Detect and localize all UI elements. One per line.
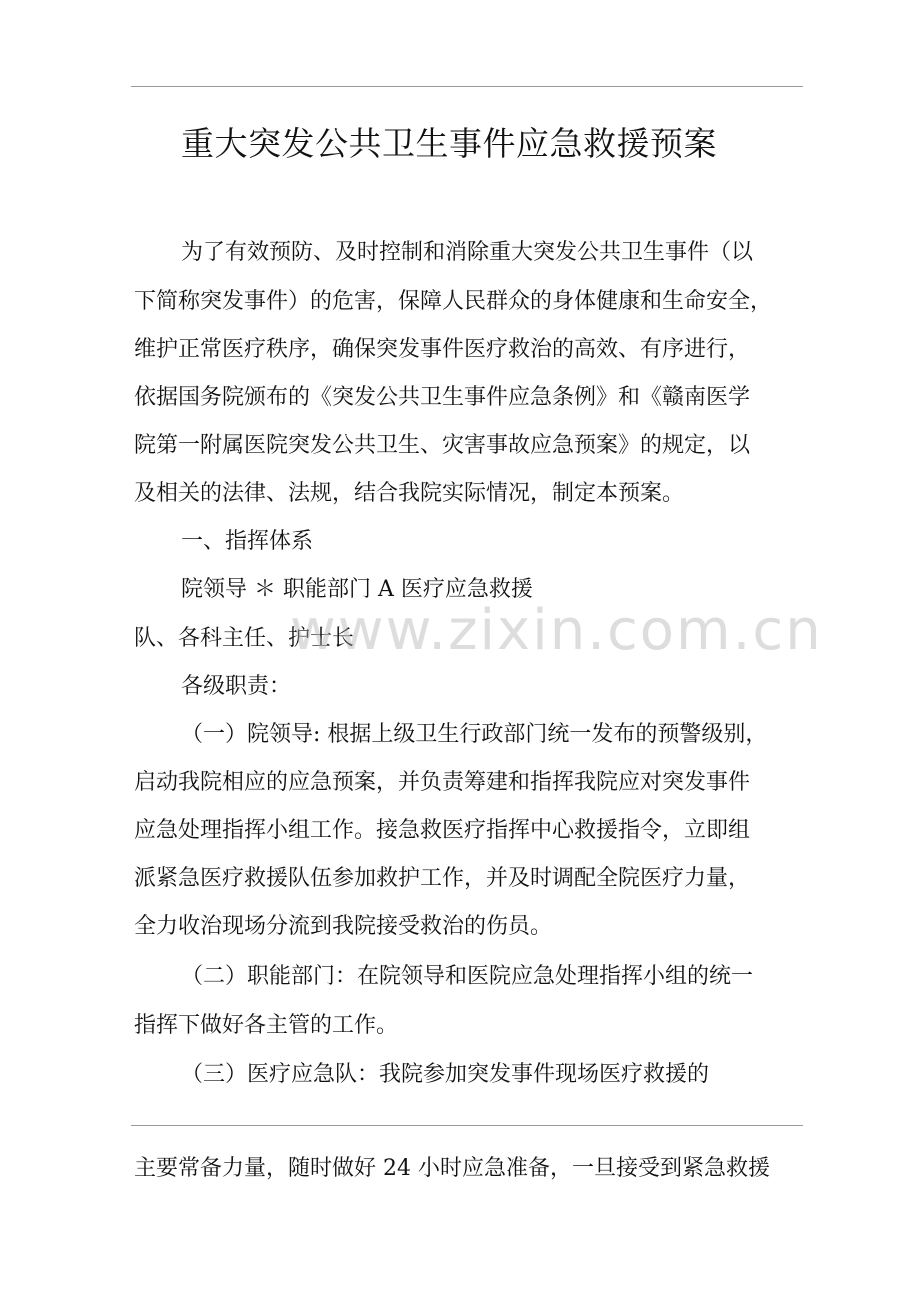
- command-chain-line: 队、各科主任、护士长: [134, 626, 355, 651]
- document-title: 重大突发公共卫生事件应急救援预案: [181, 124, 717, 163]
- page-top-divider: [131, 86, 803, 87]
- paragraph-line: 指挥下做好各主管的工作。: [134, 1013, 399, 1038]
- paragraph-line: 及相关的法律、法规，结合我院实际情况，制定本预案。: [134, 481, 685, 506]
- paragraph-line: 维护正常医疗秩序，确保突发事件医疗救治的高效、有序进行，: [134, 337, 751, 362]
- paragraph-line: （一）院领导: 根据上级卫生行政部门统一发布的预警级别，: [181, 722, 768, 747]
- command-chain-line: 院领导 ＊ 职能部门 A 医疗应急救援: [181, 577, 533, 602]
- duties-heading: 各级职责：: [181, 674, 292, 699]
- paragraph-line: 院第一附属医院突发公共卫生、灾害事故应急预案》的规定，以: [134, 433, 751, 458]
- duty-medical-team-line: （三）医疗应急队：我院参加突发事件现场医疗救援的: [181, 1062, 710, 1087]
- paragraph-line: 应急处理指挥小组工作。接急救医疗指挥中心救援指令，立即组: [134, 818, 751, 843]
- paragraph-line: 下简称突发事件）的危害，保障人民群众的身体健康和生命安全，: [134, 289, 773, 314]
- paragraph-line: 为了有效预防、及时控制和消除重大突发公共卫生事件（以: [181, 240, 754, 265]
- paragraph-line: 依据国务院颁布的《突发公共卫生事件应急条例》和《赣南医学: [134, 385, 751, 410]
- paragraph-line: 全力收治现场分流到我院接受救治的伤员。: [134, 914, 553, 939]
- watermark: www.zixin.com.cn: [290, 598, 823, 663]
- next-page-line: 主要常备力量，随时做好 24 小时应急准备，一旦接受到紧急救援: [134, 1156, 770, 1181]
- page-break-divider: [131, 1125, 803, 1126]
- paragraph-line: 派紧急医疗救援队伍参加救护工作，并及时调配全院医疗力量，: [134, 866, 751, 891]
- paragraph-line: （二）职能部门：在院领导和医院应急处理指挥小组的统一: [181, 964, 754, 989]
- paragraph-line: 启动我院相应的应急预案，并负责筹建和指挥我院应对突发事件: [134, 770, 751, 795]
- section-heading-command-system: 一、指挥体系: [181, 529, 314, 554]
